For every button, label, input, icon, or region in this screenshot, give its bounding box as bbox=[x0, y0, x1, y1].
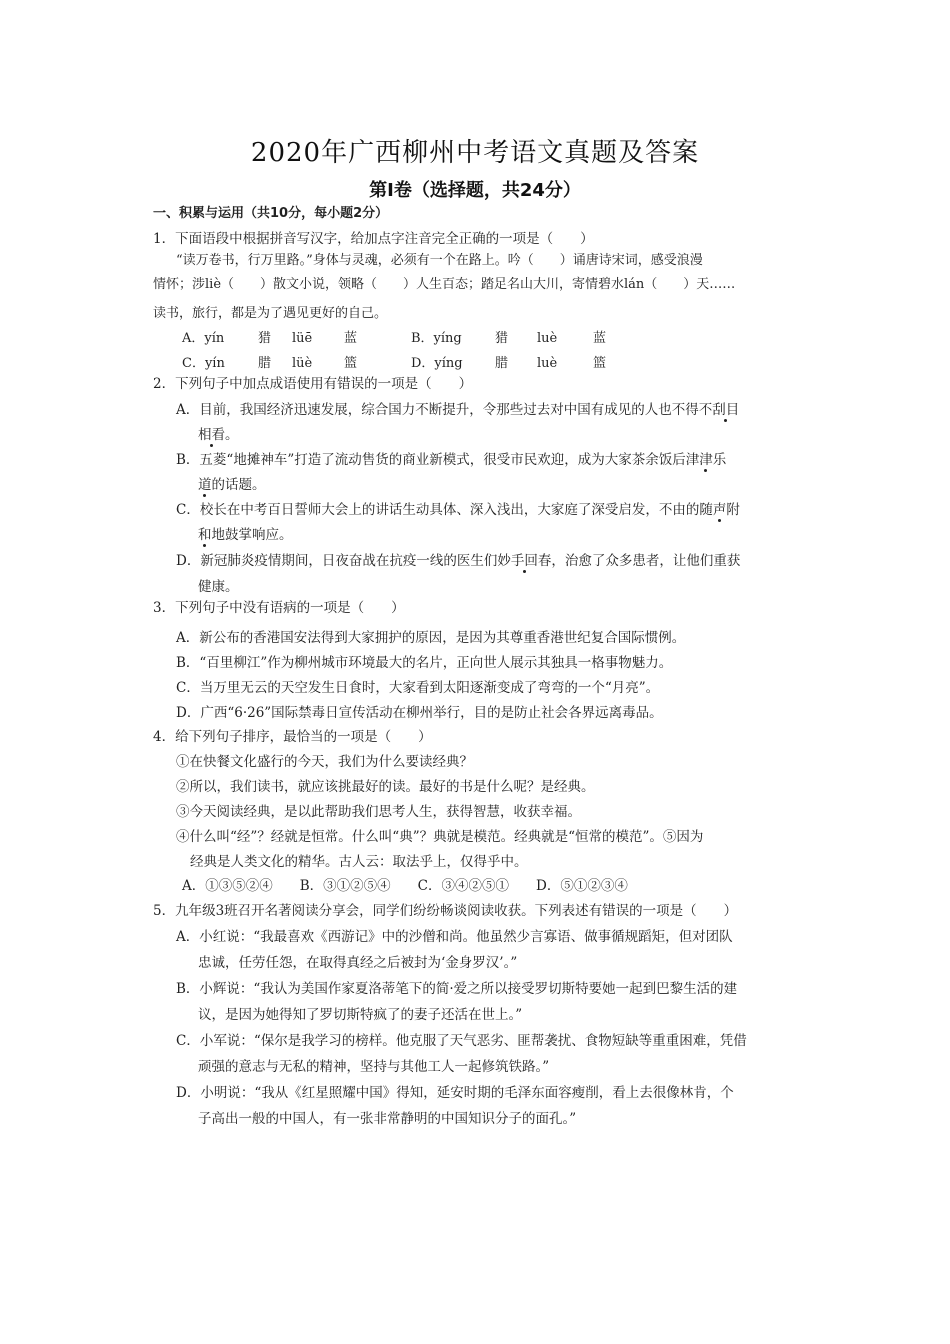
q2-option-d: D．新冠肺炎疫情期间，日夜奋战在抗疫一线的医生们妙手回春，治愈了众多患者，让他们重获 bbox=[176, 553, 741, 569]
q5-option-a-cont: 忠诚，任劳任怨，在取得真经之后被封为‘金身罗汉’。” bbox=[198, 955, 518, 971]
dotted-idiom: 刮目 bbox=[712, 402, 740, 418]
q3-option-c: C．当万里无云的天空发生日食时，大家看到太阳逐渐变成了弯弯的一个“月亮”。 bbox=[176, 680, 660, 696]
q4-sentence-cont: 经典是人类文化的精华。古人云：取法乎上，仅得乎中。 bbox=[190, 854, 528, 870]
q5-stem: 5．九年级3班召开名著阅读分享会，同学们纷纷畅谈阅读收获。下列表述有错误的一项是（ ） bbox=[153, 903, 738, 919]
dotted-idiom: 妙手回春 bbox=[497, 553, 552, 569]
q4-sentence: ②所以，我们读书，就应该挑最好的读。最好的书是什么呢？是经典。 bbox=[176, 779, 595, 795]
dotted-idiom: 道 bbox=[198, 477, 212, 493]
dotted-idiom: 和 bbox=[198, 527, 212, 543]
q1-option-b: B．yíng 猎 luè 蓝 bbox=[411, 331, 607, 346]
q4-sentence: ③今天阅读经典，是以此帮助我们思考人生，获得智慧，收获幸福。 bbox=[176, 804, 581, 820]
q2-option-b-cont: 道的话题。 bbox=[198, 477, 266, 493]
q4-sentence: ④什么叫“经”？经就是恒常。什么叫“典”？典就是模范。经典就是“恒常的模范”。⑤因为 bbox=[176, 829, 704, 845]
q5-option-b-cont: 议，是因为她得知了罗切斯特疯了的妻子还活在世上。” bbox=[198, 1007, 523, 1023]
q1-passage-line: 情怀；涉liè（ ）散文小说，领略（ ）人生百态；踏足名山大川，寄情碧水lán（ ）天…… bbox=[153, 277, 736, 292]
q4-sentence: ①在快餐文化盛行的今天，我们为什么要读经典？ bbox=[176, 754, 473, 770]
q3-option-b: B．“百里柳江”作为柳州城市环境最大的名片，正向世人展示其独具一格事物魅力。 bbox=[176, 655, 673, 671]
q4-options: A．①③⑤②④ B．③①②⑤④ C．③④②⑤① D．⑤①②③④ bbox=[182, 878, 628, 894]
q1-option-c: C．yín 腊 lüè 篮 bbox=[182, 356, 358, 371]
q1-passage-line: 读书，旅行，都是为了遇见更好的自己。 bbox=[153, 306, 388, 321]
q3-stem: 3．下列句子中没有语病的一项是（ ） bbox=[153, 600, 405, 616]
dotted-idiom: 随声附 bbox=[699, 502, 740, 518]
q2-option-a: A．目前，我国经济迅速发展，综合国力不断提升，令那些过去对中国有成见的人也不得不刮目 bbox=[176, 402, 740, 418]
q5-option-c-cont: 顽强的意志与无私的精神，坚持与其他工人一起修筑铁路。” bbox=[198, 1059, 550, 1075]
q2-option-a-cont: 相看。 bbox=[198, 427, 239, 443]
dotted-idiom: 津津乐 bbox=[685, 452, 727, 468]
q3-option-a: A．新公布的香港国安法得到大家拥护的原因，是因为其尊重香港世纪复合国际惯例。 bbox=[176, 630, 686, 646]
q2-option-b: B．五菱“地摊神车”打造了流动售货的商业新模式，很受市民欢迎，成为大家茶余饭后津津乐 bbox=[176, 452, 727, 468]
q1-passage-line: “读万卷书，行万里路。”身体与灵魂，必须有一个在路上。吟（ ）诵唐诗宋词，感受浪漫 bbox=[176, 253, 703, 268]
section-heading: 一、积累与运用（共10分，每小题2分） bbox=[153, 206, 389, 221]
paper-part-title: 第Ⅰ卷（选择题，共24分） bbox=[369, 180, 581, 201]
q2-option-c: C．校长在中考百日誓师大会上的讲话生动具体、深入浅出，大家庭了深受启发，不由的随声附 bbox=[176, 502, 740, 518]
q5-option-d-cont: 子高出一般的中国人，有一张非常静明的中国知识分子的面孔。” bbox=[198, 1111, 577, 1127]
q1-option-a: A．yín 猎 lüē 蓝 bbox=[182, 331, 358, 346]
q4-stem: 4．给下列句子排序，最恰当的一项是（ ） bbox=[153, 729, 432, 745]
q5-option-c: C．小军说：“保尔是我学习的榜样。他克服了天气恶劣、匪帮袭扰、食物短缺等重重困难，凭借 bbox=[176, 1033, 747, 1049]
page-title: 2020年广西柳州中考语文真题及答案 bbox=[250, 138, 700, 168]
q5-option-b: B．小辉说：“我认为美国作家夏洛蒂笔下的简·爱之所以接受罗切斯特要她一起到巴黎生活的建 bbox=[176, 981, 738, 997]
q3-option-d: D．广西“6·26”国际禁毒日宣传活动在柳州举行，目的是防止社会各界远离毒品。 bbox=[176, 705, 663, 721]
dotted-idiom: 相看 bbox=[198, 427, 225, 443]
q2-option-c-cont: 和地鼓掌响应。 bbox=[198, 527, 293, 543]
q2-stem: 2．下列句子中加点成语使用有错误的一项是（ ） bbox=[153, 376, 473, 392]
q5-option-d: D．小明说：“我从《红星照耀中国》得知，延安时期的毛泽东面容瘦削，看上去很像林肯，个 bbox=[176, 1085, 734, 1101]
q5-option-a: A．小红说：“我最喜欢《西游记》中的沙僧和尚。他虽然少言寡语、做事循规蹈矩，但对团队 bbox=[176, 929, 733, 945]
q2-option-d-cont: 健康。 bbox=[198, 579, 239, 595]
q1-stem: 1．下面语段中根据拼音写汉字，给加点字注音完全正确的一项是（ ） bbox=[153, 231, 594, 247]
q1-option-d: D．yíng 腊 luè 篮 bbox=[411, 356, 607, 371]
